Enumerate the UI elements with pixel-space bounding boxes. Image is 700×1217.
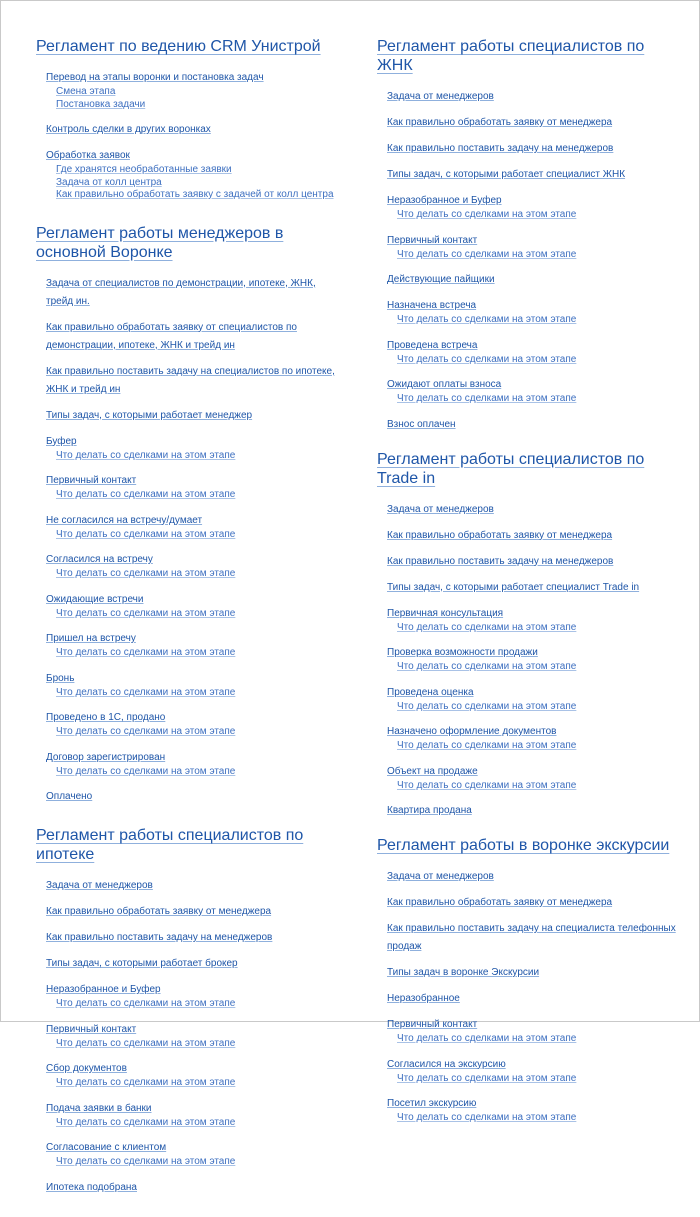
sub-item-link[interactable]: Что делать со сделками на этом этапе: [397, 779, 577, 791]
right-column: [377, 37, 677, 1143]
item-link[interactable]: Типы задач в воронке Экскурсии: [387, 967, 540, 978]
sub-item-link[interactable]: Постановка задачи: [56, 98, 146, 110]
sub-item-list: [46, 766, 336, 779]
sub-item-list: [46, 164, 336, 202]
item-link[interactable]: Согласование с клиентом: [46, 1142, 167, 1153]
item-link[interactable]: Задача от менеджеров: [387, 91, 494, 102]
regulation-section: [377, 836, 677, 1125]
section-title-link[interactable]: Регламент работы специалистов по Trade in: [377, 450, 645, 487]
item-link[interactable]: Неразобранное и Буфер: [46, 984, 161, 995]
item-link[interactable]: Взнос оплачен: [387, 418, 456, 430]
list-item: [387, 230, 677, 262]
sub-item-list: [46, 568, 336, 581]
sub-item-list: [46, 998, 336, 1011]
sub-item-link[interactable]: Что делать со сделками на этом этапе: [56, 1077, 236, 1088]
list-item: [387, 962, 677, 980]
item-link[interactable]: Ипотека подобрана: [46, 1181, 137, 1193]
sub-item-list: [387, 393, 677, 406]
list-item: [387, 374, 677, 406]
sub-item-list: [46, 608, 336, 621]
item-link[interactable]: Первичная консультация: [387, 607, 504, 619]
list-item: [46, 589, 336, 621]
list-item: [46, 979, 336, 1011]
item-link[interactable]: Как правильно обработать заявку от менеджера: [387, 897, 613, 908]
sub-item-list: [387, 354, 677, 367]
sub-item-link[interactable]: Что делать со сделками на этом этапе: [56, 1116, 236, 1128]
list-item: [46, 1058, 336, 1090]
item-link[interactable]: Задача от специалистов по демонстрации, ипотеке, ЖНК, трейд ин.: [46, 277, 316, 307]
list-item: [46, 273, 336, 309]
sub-item-list: [46, 1077, 336, 1090]
item-link[interactable]: Сбор документов: [46, 1063, 127, 1074]
list-item: [46, 405, 336, 423]
section-item-list: [377, 499, 677, 819]
item-link[interactable]: Согласился на экскурсию: [387, 1058, 506, 1070]
section-title: [36, 37, 336, 56]
sub-item-list: [46, 647, 336, 660]
sub-item-list: [46, 1117, 336, 1130]
item-link[interactable]: Как правильно обработать заявку от менеджера: [387, 529, 613, 541]
list-item: [387, 335, 677, 367]
item-link[interactable]: Оплачено: [46, 791, 93, 802]
sub-item-list: [387, 249, 677, 262]
sub-item-link[interactable]: Что делать со сделками на этом этапе: [397, 353, 577, 365]
sub-item-list: [387, 209, 677, 222]
list-item: [387, 138, 677, 156]
list-item: [387, 190, 677, 222]
sub-item-list: [387, 780, 677, 793]
item-link[interactable]: Первичный контакт: [46, 475, 137, 486]
list-item: [46, 707, 336, 739]
item-link[interactable]: Проведено в 1С, продано: [46, 712, 166, 723]
section-title: [36, 826, 336, 864]
list-item: [387, 112, 677, 130]
item-link[interactable]: Проведена встреча: [387, 339, 478, 351]
item-link[interactable]: Посетил экскурсию: [387, 1098, 477, 1109]
item-link[interactable]: Задача от менеджеров: [387, 871, 494, 882]
sub-item-list: [46, 1156, 336, 1169]
item-link[interactable]: Неразобранное и Буфер: [387, 195, 502, 206]
sub-item-link[interactable]: Что делать со сделками на этом этапе: [56, 607, 236, 619]
section-title-link[interactable]: Регламент работы специалистов по ЖНК: [377, 38, 645, 74]
list-item: [387, 269, 677, 287]
sub-item-link[interactable]: Что делать со сделками на этом этапе: [397, 248, 577, 260]
item-link[interactable]: Типы задач, с которыми работает специалист ЖНК: [387, 169, 626, 180]
list-item: [387, 721, 677, 753]
item-link[interactable]: Перевод на этапы воронки и постановка задач: [46, 72, 264, 83]
sub-item-list: [387, 701, 677, 714]
list-item: [46, 361, 336, 397]
sub-item-link[interactable]: Как правильно обработать заявку с задачей от колл центра: [56, 189, 334, 200]
sub-item-link[interactable]: Что делать со сделками на этом этапе: [56, 686, 236, 698]
item-link[interactable]: Типы задач, с которыми работает менеджер: [46, 409, 253, 421]
section-title: [377, 450, 677, 488]
sub-item-link[interactable]: Что делать со сделками на этом этапе: [56, 1156, 236, 1167]
sub-item-link[interactable]: Что делать со сделками на этом этапе: [56, 528, 236, 540]
sub-item-list: [46, 1038, 336, 1051]
item-link[interactable]: Первичный контакт: [387, 234, 478, 246]
list-item: [387, 1014, 677, 1046]
regulation-section: [377, 450, 677, 819]
item-link[interactable]: Обработка заявок: [46, 150, 130, 161]
list-item: [46, 1098, 336, 1130]
list-item: [387, 295, 677, 327]
item-link[interactable]: Подача заявки в банки: [46, 1102, 152, 1114]
list-item: [46, 145, 336, 202]
list-item: [387, 1054, 677, 1086]
list-item: [46, 67, 336, 111]
sub-item-link[interactable]: Что делать со сделками на этом этапе: [56, 568, 236, 579]
list-item: [46, 1019, 336, 1051]
sub-item-list: [46, 687, 336, 700]
list-item: [387, 642, 677, 674]
left-column: [36, 37, 336, 1217]
list-item: [46, 431, 336, 463]
section-item-list: [377, 86, 677, 432]
sub-item-link[interactable]: Что делать со сделками на этом этапе: [397, 700, 577, 712]
item-link[interactable]: Первичный контакт: [46, 1023, 137, 1035]
list-item: [387, 577, 677, 595]
sub-item-link[interactable]: Где хранятся необработанные заявки: [56, 164, 232, 175]
sub-item-list: [387, 1112, 677, 1125]
list-item: [387, 988, 677, 1006]
regulation-section: [36, 37, 336, 202]
list-item: [46, 1137, 336, 1169]
list-item: [46, 470, 336, 502]
section-item-list: [36, 67, 336, 202]
item-link[interactable]: Ожидают оплаты взноса: [387, 379, 502, 390]
item-link[interactable]: Типы задач, с которыми работает брокер: [46, 958, 238, 969]
sub-item-link[interactable]: Что делать со сделками на этом этапе: [56, 726, 236, 737]
item-link[interactable]: Пришел на встречу: [46, 633, 136, 644]
list-item: [46, 927, 336, 945]
regulation-section: [377, 37, 677, 432]
sub-item-list: [387, 314, 677, 327]
sub-item-link[interactable]: Что делать со сделками на этом этапе: [56, 765, 236, 777]
item-link[interactable]: Как правильно обработать заявку от менеджера: [46, 906, 272, 917]
list-item: [387, 892, 677, 910]
list-item: [387, 86, 677, 104]
sub-item-link[interactable]: Что делать со сделками на этом этапе: [56, 1037, 236, 1049]
item-link[interactable]: Как правильно поставить задачу на специалиста телефонных продаж: [387, 923, 676, 952]
item-link[interactable]: Задача от менеджеров: [46, 880, 153, 891]
sub-item-link[interactable]: Что делать со сделками на этом этапе: [397, 209, 577, 220]
sub-item-link[interactable]: Что делать со сделками на этом этапе: [397, 661, 577, 672]
regulation-section: [36, 826, 336, 1195]
item-link[interactable]: Не согласился на встречу/думает: [46, 514, 203, 526]
list-item: [387, 551, 677, 569]
list-item: [387, 682, 677, 714]
sub-item-link[interactable]: Смена этапа: [56, 86, 116, 97]
sub-item-list: [46, 529, 336, 542]
sub-item-link[interactable]: Задача от колл центра: [56, 176, 162, 188]
section-item-list: [36, 875, 336, 1195]
item-link[interactable]: Как правильно поставить задачу на менеджеров: [387, 143, 614, 154]
list-item: [46, 1177, 336, 1195]
sub-item-link[interactable]: Что делать со сделками на этом этапе: [397, 314, 577, 325]
item-link[interactable]: Назначено оформление документов: [387, 726, 557, 737]
section-title-link[interactable]: Регламент по ведению CRM Унистрой: [36, 38, 321, 55]
list-item: [387, 603, 677, 635]
sub-item-list: [387, 1073, 677, 1086]
sub-item-list: [46, 489, 336, 502]
sub-item-link[interactable]: Что делать со сделками на этом этапе: [397, 1033, 577, 1044]
list-item: [46, 317, 336, 353]
sub-item-list: [46, 726, 336, 739]
sub-item-list: [46, 450, 336, 463]
list-item: [387, 164, 677, 182]
list-item: [46, 786, 336, 804]
list-item: [387, 414, 677, 432]
list-item: [387, 1093, 677, 1125]
item-link[interactable]: Как правильно поставить задачу на менеджеров: [387, 555, 614, 567]
sub-item-link[interactable]: Что делать со сделками на этом этапе: [56, 998, 236, 1009]
item-link[interactable]: Договор зарегистрирован: [46, 751, 166, 763]
item-link[interactable]: Как правильно обработать заявку от менеджера: [387, 117, 613, 128]
item-link[interactable]: Объект на продаже: [387, 765, 478, 777]
list-item: [387, 866, 677, 884]
list-item: [46, 668, 336, 700]
list-item: [46, 510, 336, 542]
section-title-link[interactable]: Регламент работы менеджеров в основной Воронке: [36, 224, 284, 261]
item-link[interactable]: Бронь: [46, 672, 75, 684]
list-item: [387, 918, 677, 954]
sub-item-link[interactable]: Что делать со сделками на этом этапе: [56, 489, 236, 500]
sub-item-list: [387, 622, 677, 635]
section-item-list: [36, 273, 336, 805]
list-item: [46, 901, 336, 919]
section-title-link[interactable]: Регламент работы специалистов по ипотеке: [36, 827, 304, 863]
item-link[interactable]: Буфер: [46, 435, 77, 447]
sub-item-list: [46, 86, 336, 111]
section-title: [377, 836, 677, 855]
item-link[interactable]: Действующие пайщики: [387, 274, 495, 285]
regulation-section: [36, 224, 336, 805]
item-link[interactable]: Как правильно поставить задачу на специалистов по ипотеке, ЖНК и трейд ин: [46, 365, 335, 395]
list-item: [46, 953, 336, 971]
item-link[interactable]: Ожидающие встречи: [46, 593, 144, 605]
item-link[interactable]: Назначена встреча: [387, 300, 477, 311]
sub-item-list: [387, 1033, 677, 1046]
sub-item-list: [387, 740, 677, 753]
sub-item-link[interactable]: Что делать со сделками на этом этапе: [397, 1112, 577, 1123]
section-title: [36, 224, 336, 262]
list-item: [46, 549, 336, 581]
sub-item-link[interactable]: Что делать со сделками на этом этапе: [397, 393, 577, 404]
list-item: [387, 800, 677, 818]
list-item: [387, 761, 677, 793]
sub-item-list: [387, 661, 677, 674]
list-item: [387, 499, 677, 517]
sub-item-link[interactable]: Что делать со сделками на этом этапе: [56, 449, 236, 461]
sub-item-link[interactable]: Что делать со сделками на этом этапе: [397, 621, 577, 633]
item-link[interactable]: Задача от менеджеров: [387, 503, 494, 515]
list-item: [46, 119, 336, 137]
sub-item-link[interactable]: Что делать со сделками на этом этапе: [56, 647, 236, 658]
item-link[interactable]: Неразобранное: [387, 993, 460, 1004]
section-item-list: [377, 866, 677, 1125]
item-link[interactable]: Как правильно обработать заявку от специалистов по демонстрации, ипотеке, ЖНК и трейд ин: [46, 321, 297, 351]
section-title: [377, 37, 677, 75]
item-link[interactable]: Проверка возможности продажи: [387, 647, 538, 658]
list-item: [46, 875, 336, 893]
list-item: [46, 747, 336, 779]
list-item: [46, 628, 336, 660]
item-link[interactable]: Как правильно поставить задачу на менеджеров: [46, 932, 273, 943]
item-link[interactable]: Контроль сделки в других воронках: [46, 124, 211, 135]
sub-item-link[interactable]: Что делать со сделками на этом этапе: [397, 740, 577, 751]
sub-item-link[interactable]: Что делать со сделками на этом этапе: [397, 1072, 577, 1084]
item-link[interactable]: Квартира продана: [387, 805, 472, 816]
item-link[interactable]: Согласился на встречу: [46, 554, 153, 565]
item-link[interactable]: Проведена оценка: [387, 686, 474, 698]
item-link[interactable]: Первичный контакт: [387, 1019, 478, 1030]
item-link[interactable]: Типы задач, с которыми работает специалист Trade in: [387, 581, 640, 593]
section-title-link[interactable]: Регламент работы в воронке экскурсии: [377, 837, 670, 854]
list-item: [387, 525, 677, 543]
